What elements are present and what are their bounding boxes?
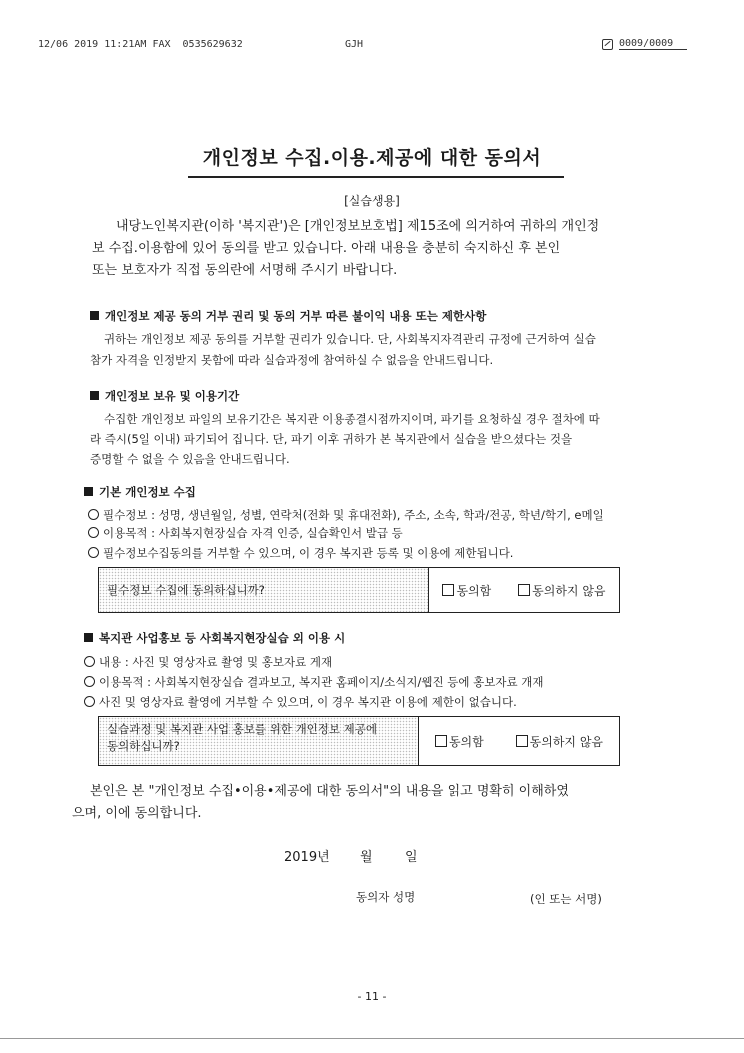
section2-line-3: 증명할 수 없을 수 있음을 안내드립니다. (90, 452, 290, 466)
fax-time: 11:21AM (104, 39, 147, 50)
fax-header (38, 39, 243, 50)
square-bullet-icon (90, 311, 99, 320)
section2-line-1: 수집한 개인정보 파일의 보유기간은 복지관 이용종결시점까지이며, 파기를 요청하실 경우 절차에 따 (104, 412, 600, 426)
title-underline (188, 176, 564, 178)
circle-bullet-icon (88, 509, 99, 520)
square-bullet-icon (84, 633, 93, 642)
fax-sender: GJH (345, 39, 364, 50)
checkbox-agree[interactable] (442, 584, 454, 596)
intro-line-1: 내당노인복지관(이하 '복지관')은 [개인정보보호법] 제15조에 의거하여 귀하의 개인정 (116, 219, 600, 234)
circle-bullet-icon (88, 527, 99, 538)
fax-page-icon (602, 39, 613, 50)
consent-question: 필수정보 수집에 동의하십니까? (99, 568, 429, 612)
square-bullet-icon (90, 391, 99, 400)
section4-bullet-2-text: 이용목적 : 사회복지현장실습 결과보고, 복지관 홈페이지/소식지/웹진 등에 홍보자료 개재 (99, 675, 544, 689)
checkbox-disagree[interactable] (518, 584, 530, 596)
circle-bullet-icon (88, 547, 99, 558)
scan-edge-line (0, 1038, 744, 1039)
section3-bullet-2-text: 이용목적 : 사회복지현장실습 자격 인증, 실습확인서 발급 등 (103, 526, 403, 540)
consent-question-line-1: 실습과정 및 복지관 사업 홍보를 위한 개인정보 제공에 (107, 722, 377, 736)
consent-box-promotion (98, 716, 620, 766)
disagree-option[interactable] (516, 733, 603, 750)
agree-label: 동의함 (456, 583, 492, 598)
checkbox-agree[interactable] (435, 735, 447, 747)
section3-bullet-1 (88, 507, 604, 523)
fax-page-block (602, 38, 687, 50)
section4-bullet-1-text: 내용 : 사진 및 영상자료 촬영 및 홍보자료 게재 (99, 655, 333, 669)
checkbox-disagree[interactable] (516, 735, 528, 747)
section1-line-1: 귀하는 개인정보 제공 동의를 거부할 권리가 있습니다. 단, 사회복지자격관리 규정에 근거하여 실습 (104, 332, 596, 346)
fax-page-count: 0009/0009 (619, 38, 687, 50)
section3-bullet-3-text: 필수정보수집동의를 거부할 수 있으며, 이 경우 복지관 등록 및 이용에 제한됩니다. (103, 546, 514, 560)
section4-bullet-2 (84, 674, 543, 690)
disagree-label: 동의하지 않음 (532, 583, 606, 598)
section2-line-2: 라 즉시(5일 이내) 파기되어 집니다. 단, 파기 이후 귀하가 본 복지관에서 실습을 받으셨다는 것을 (90, 432, 573, 446)
section3-bullet-2 (88, 525, 403, 541)
section1-line-2: 참가 자격을 인정받지 못함에 따라 실습과정에 참여하실 수 없음을 안내드립니다. (90, 353, 494, 367)
section4-bullet-3-text: 사진 및 영상자료 촬영에 거부할 수 있으며, 이 경우 복지관 이용에 제한이 없습니다. (99, 695, 517, 709)
section1-heading (90, 308, 486, 324)
closing-line-2: 으며, 이에 동의합니다. (72, 806, 202, 821)
signature-label: 동의자 성명 (356, 890, 416, 904)
section2-heading (90, 388, 239, 404)
fax-number: 0535629632 (182, 39, 243, 50)
signature-note: (인 또는 서명) (530, 892, 602, 906)
intro-line-3: 또는 보호자가 직접 동의란에 서명해 주시기 바랍니다. (92, 263, 398, 278)
square-bullet-icon (84, 487, 93, 496)
document-title: 개인정보 수집.이용.제공에 대한 동의서 (202, 147, 542, 169)
section3-heading-text: 기본 개인정보 수집 (99, 485, 196, 499)
agree-option[interactable] (442, 582, 491, 599)
section3-bullet-3 (88, 545, 513, 561)
date-month: 월 (360, 850, 373, 865)
document-subtitle: [실습생용] (344, 194, 400, 208)
circle-bullet-icon (84, 696, 95, 707)
consent-box-required (98, 567, 620, 613)
section4-bullet-3 (84, 694, 517, 710)
fax-label: FAX (152, 39, 171, 50)
circle-bullet-icon (84, 676, 95, 687)
section4-heading (84, 630, 345, 646)
section4-heading-text: 복지관 사업홍보 등 사회복지현장실습 외 이용 시 (99, 631, 346, 645)
circle-bullet-icon (84, 656, 95, 667)
date-day: 일 (405, 850, 418, 865)
page-number: - 11 - (357, 990, 387, 1003)
disagree-label: 동의하지 않음 (529, 734, 604, 749)
consent-options (429, 568, 619, 612)
fax-date: 12/06 2019 (38, 39, 99, 50)
section1-heading-text: 개인정보 제공 동의 거부 권리 및 동의 거부 따른 불이익 내용 또는 제한사항 (105, 309, 487, 323)
agree-option[interactable] (435, 733, 484, 750)
closing-line-1: 본인은 본 "개인정보 수집•이용•제공에 대한 동의서"의 내용을 읽고 명확히 이해하였 (90, 784, 569, 799)
intro-line-2: 보 수집.이용함에 있어 동의를 받고 있습니다. 아래 내용을 충분히 숙지하신 후 본인 (92, 241, 561, 256)
consent-question (99, 717, 419, 765)
section3-bullet-1-text: 필수정보 : 성명, 생년월일, 성별, 연락처(전화 및 휴대전화), 주소, 소속, 학과/전공, 학년/학기, e메일 (103, 508, 604, 522)
consent-question-line-2: 동의하십니까? (107, 739, 180, 753)
section4-bullet-1 (84, 654, 332, 670)
agree-label: 동의함 (448, 734, 484, 749)
section2-heading-text: 개인정보 보유 및 이용기간 (105, 389, 240, 403)
disagree-option[interactable] (518, 582, 605, 599)
section3-heading (84, 484, 196, 500)
date-year: 2019년 (284, 850, 330, 865)
consent-options (419, 717, 619, 765)
